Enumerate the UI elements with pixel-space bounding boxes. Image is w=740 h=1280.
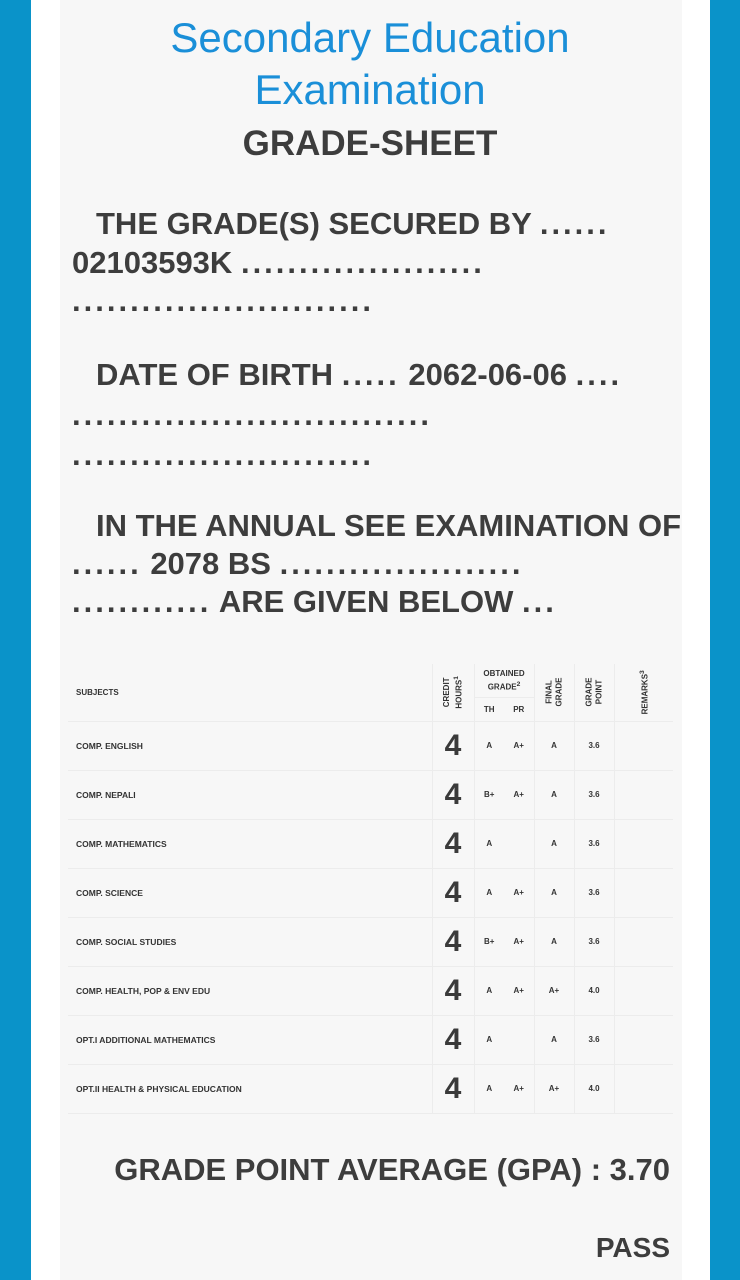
practical-grade-cell: A+ [504, 1064, 534, 1113]
practical-grade-cell [504, 1015, 534, 1064]
theory-grade-cell: B+ [474, 917, 504, 966]
remarks-cell [614, 819, 673, 868]
theory-grade-cell: A [474, 819, 504, 868]
practical-grade-cell: A+ [504, 721, 534, 770]
pr-header: PR [504, 697, 534, 721]
theory-grade-cell: B+ [474, 770, 504, 819]
final-grade-cell: A+ [534, 1064, 574, 1113]
subject-cell: OPT.I ADDITIONAL MATHEMATICS [68, 1015, 432, 1064]
dob-label: DATE OF BIRTH [96, 357, 334, 392]
final-grade-cell: A [534, 917, 574, 966]
gp-point-word: POINT [593, 680, 603, 705]
gpa-value: 3.70 [609, 1152, 670, 1187]
credit-hours-cell: 4 [432, 1064, 474, 1113]
remarks-cell [614, 1064, 673, 1113]
final-grade-label [544, 678, 564, 707]
credit-hours-cell: 4 [432, 770, 474, 819]
grades-table [68, 664, 673, 1114]
th-header: TH [474, 697, 504, 721]
exam-year-line [72, 545, 523, 583]
exam-label: IN THE ANNUAL SEE EXAMINATION OF [96, 508, 682, 543]
final-grade-word: GRADE [553, 677, 563, 707]
result-status: PASS [595, 1232, 670, 1263]
remarks-cell [614, 917, 673, 966]
given-below: ARE GIVEN BELOW [218, 584, 514, 619]
theory-grade-cell: A [474, 868, 504, 917]
remarks-header [614, 664, 673, 721]
dot-leader: ... [521, 584, 557, 619]
gpa-label: GRADE POINT AVERAGE (GPA) : [114, 1152, 602, 1187]
grade-point-cell: 3.6 [574, 770, 614, 819]
remarks-cell [614, 868, 673, 917]
given-below-line [72, 583, 557, 621]
subject-cell: OPT.II HEALTH & PHYSICAL EDUCATION [68, 1064, 432, 1113]
credit-hours-header [432, 664, 474, 721]
table-row [68, 721, 673, 770]
secured-by-line [96, 205, 610, 243]
credit-hours-label [442, 676, 465, 709]
remarks-cell [614, 966, 673, 1015]
gpa-line [114, 1152, 670, 1188]
dot-line [72, 396, 432, 434]
table-row [68, 1064, 673, 1113]
grade-point-cell: 3.6 [574, 917, 614, 966]
grade-point-cell: 3.6 [574, 1015, 614, 1064]
dot-leader: ...... [539, 206, 610, 241]
table-header-row [68, 664, 673, 697]
practical-grade-cell [504, 819, 534, 868]
dot-leader: .......................... [72, 283, 374, 318]
exam-line [96, 507, 681, 545]
dot-line [72, 436, 374, 474]
practical-grade-cell: A+ [504, 966, 534, 1015]
theory-grade-cell: A [474, 1064, 504, 1113]
dot-leader: ..................... [279, 546, 524, 581]
practical-grade-cell: A+ [504, 917, 534, 966]
grade-point-cell: 3.6 [574, 868, 614, 917]
dob-value: 2062-06-06 [408, 357, 567, 392]
credit-hours-cell: 4 [432, 721, 474, 770]
grade-label: GRADE [487, 682, 517, 692]
grade-point-header [574, 664, 614, 721]
final-grade-cell: A [534, 868, 574, 917]
grade-point-label [584, 678, 604, 707]
subject-cell: COMP. SOCIAL STUDIES [68, 917, 432, 966]
dob-line [96, 356, 622, 394]
title-line-2: Examination [254, 66, 486, 113]
table-row [68, 868, 673, 917]
obtained-footnote: 2 [516, 680, 521, 688]
title-line-1: Secondary Education [170, 14, 570, 61]
credit-hours-cell: 4 [432, 819, 474, 868]
hours-label: HOURS [454, 679, 464, 709]
final-grade-header [534, 664, 574, 721]
table-row [68, 1015, 673, 1064]
credit-hours-cell: 4 [432, 1015, 474, 1064]
dot-leader: ...... [72, 546, 142, 581]
remarks-cell [614, 721, 673, 770]
credit-hours-cell: 4 [432, 917, 474, 966]
remarks-cell [614, 770, 673, 819]
final-grade-cell: A [534, 819, 574, 868]
grade-point-cell: 4.0 [574, 966, 614, 1015]
final-label: FINAL [543, 680, 553, 705]
remarks-word: REMARKS [640, 673, 650, 715]
dot-leader: .......................... [72, 437, 374, 472]
grade-point-cell: 4.0 [574, 1064, 614, 1113]
symbol-line [72, 244, 485, 282]
final-grade-cell: A [534, 721, 574, 770]
dot-leader: ............................... [72, 397, 432, 432]
obtained-grade-header [474, 664, 534, 697]
dot-leader: ..... [341, 357, 400, 392]
subject-cell: COMP. SCIENCE [68, 868, 432, 917]
dot-line [72, 282, 374, 320]
secured-by-label: THE GRADE(S) SECURED BY [96, 206, 532, 241]
theory-grade-cell: A [474, 1015, 504, 1064]
symbol-number: 02103593K [72, 245, 233, 280]
credit-hours-cell: 4 [432, 966, 474, 1015]
table-row [68, 966, 673, 1015]
exam-year: 2078 BS [150, 546, 271, 581]
gp-grade-word: GRADE [583, 677, 593, 707]
obtained-label: OBTAINED [483, 668, 525, 678]
theory-grade-cell: A [474, 721, 504, 770]
subject-cell: COMP. MATHEMATICS [68, 819, 432, 868]
remarks-cell [614, 1015, 673, 1064]
remarks-label [637, 670, 650, 714]
subjects-header: SUBJECTS [68, 664, 432, 721]
credit-hours-cell: 4 [432, 868, 474, 917]
subject-cell: COMP. HEALTH, POP & ENV EDU [68, 966, 432, 1015]
remarks-footnote: 3 [638, 670, 646, 674]
table-row [68, 819, 673, 868]
practical-grade-cell: A+ [504, 770, 534, 819]
grade-point-cell: 3.6 [574, 721, 614, 770]
page-subtitle: GRADE-SHEET [242, 124, 498, 163]
table-row [68, 917, 673, 966]
subject-cell: COMP. ENGLISH [68, 721, 432, 770]
final-grade-cell: A [534, 770, 574, 819]
dot-leader: ............ [72, 584, 212, 619]
credit-label: CREDIT [441, 677, 451, 708]
dot-leader: ..................... [240, 245, 485, 280]
final-grade-cell: A+ [534, 966, 574, 1015]
grades-table-body [68, 721, 673, 1113]
subject-cell: COMP. NEPALI [68, 770, 432, 819]
practical-grade-cell: A+ [504, 868, 534, 917]
final-grade-cell: A [534, 1015, 574, 1064]
grade-point-cell: 3.6 [574, 819, 614, 868]
credit-footnote: 1 [452, 675, 460, 680]
table-row [68, 770, 673, 819]
dot-leader: .... [575, 357, 623, 392]
theory-grade-cell: A [474, 966, 504, 1015]
